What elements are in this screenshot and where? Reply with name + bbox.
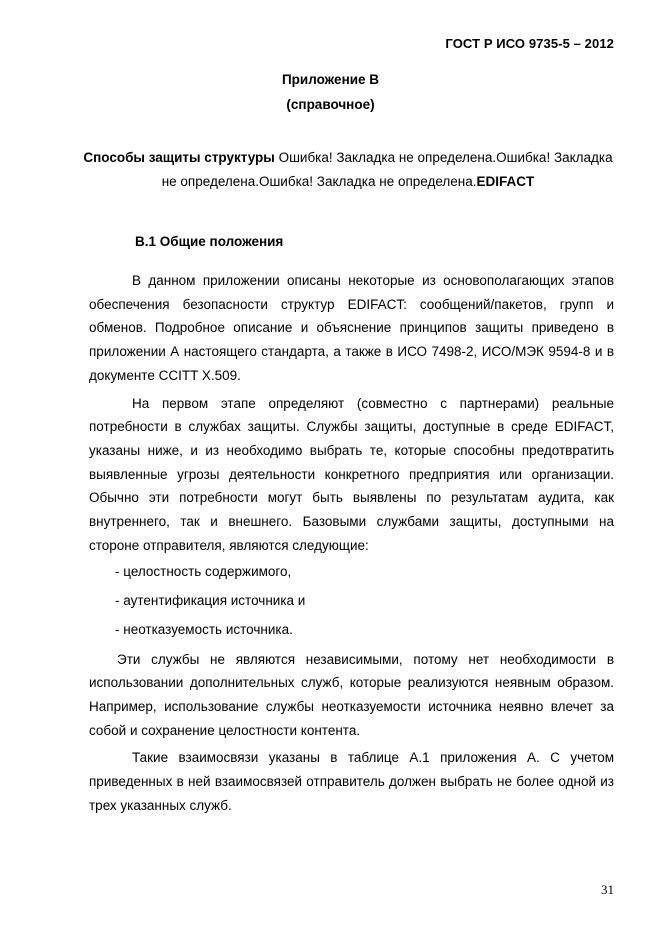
list-item-non-repudiation: - неотказуемость источника. <box>115 621 293 637</box>
paragraph-intro: В данном приложении описаны некоторые из основополагающих этапов обеспечения безопасности структур EDIFACT: сообщений/пакетов, групп и обменов. Подробное описание и объяснение принципов защиты приведено в приложении А настоящего стандарта, а также в ИСО 7498-2, ИСО/МЭК 9594-8 и в документе CCITT X.509. <box>89 273 614 383</box>
main-heading-error-text: Ошибка! Закладка не определена.Ошибка! Закладка не определена.Ошибка! Закладка не определена. <box>161 150 613 189</box>
main-heading-bold-prefix: Способы защиты структуры <box>83 150 275 165</box>
page-number: 31 <box>601 882 614 897</box>
paragraph-relationships: Такие взаимосвязи указаны в таблице А.1 приложения А. С учетом приведенных в ней взаимосвязей отправитель должен выбрать не более одной из трех указанных служб. <box>89 750 614 813</box>
paragraph-dependencies: Эти службы не являются независимыми, потому нет необходимости в использовании дополнительных служб, которые реализуются неявным образом. Например, использование службы неотказуемости источника неявно влечет за собой и сохранение целостности контента. <box>89 651 614 738</box>
main-heading <box>78 146 618 194</box>
section-heading: В.1 Общие положения <box>135 234 284 249</box>
appendix-title: Приложение В <box>281 72 380 87</box>
standard-code: ГОСТ Р ИСО 9735-5 – 2012 <box>445 36 614 51</box>
list-item-integrity: - целостность содержимого, <box>115 564 292 580</box>
paragraph-first-stage: На первом этапе определяют (совместно с партнерами) реальные потребности в службах защиты. Службы защиты, доступные в среде EDIFACT, указаны ниже, и из необходимо выбрать те, которые способны предотвратить выявленные угрозы деятельности конкретного предприятия или организации. Обычно эти потребности могут быть выявлены по результатам аудита, как внутреннего, так и внешнего. Базовыми службами защиты, доступными на стороне отправителя, являются следующие: <box>89 395 614 553</box>
main-heading-bold-suffix: EDIFACT <box>476 174 535 189</box>
list-item-authentication: - аутентификация источника и <box>115 593 306 609</box>
body-text <box>89 269 614 817</box>
appendix-subtitle: (справочное) <box>286 97 375 112</box>
